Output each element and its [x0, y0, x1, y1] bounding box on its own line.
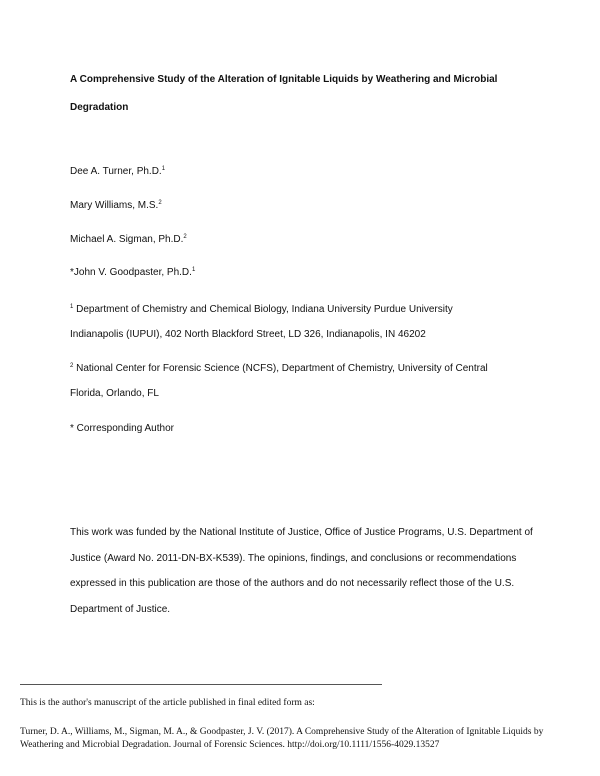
- author-4: [70, 266, 195, 280]
- footer-divider: [20, 684, 382, 685]
- affiliation-2-line-2: Florida, Orlando, FL: [70, 388, 159, 399]
- author-1: [70, 165, 165, 179]
- citation: Turner, D. A., Williams, M., Sigman, M. A., & Goodpaster, J. V. (2017). A Comprehensive Study of the Alteration of Ignitable Liquids by Weathering and Microbial Degradation. Journal of Forensic Sciences. http://doi.org/10.1111/1556-4029.13527: [20, 727, 544, 750]
- affiliation-text: Department of Chemistry and Chemical Biology, Indiana University Purdue University: [73, 304, 453, 315]
- author-affiliation-mark: 2: [158, 200, 162, 206]
- affiliation-mark: 2: [70, 363, 74, 369]
- author-affiliation-mark: 1: [161, 166, 166, 172]
- author-affiliation-mark: 2: [183, 234, 187, 240]
- paper-title: A Comprehensive Study of the Alteration of Ignitable Liquids by Weathering and Microbial Degradation: [70, 74, 498, 113]
- affiliation-mark: 1: [70, 304, 74, 310]
- author-affiliation-mark: 1: [191, 267, 196, 273]
- author-name: Dee A. Turner, Ph.D.: [70, 166, 162, 177]
- funding-statement: This work was funded by the National Institute of Justice, Office of Justice Programs, U.S. Department of Justice (Award No. 2011-DN-BX-K539). The opinions, findings, and conclusions or recommendations expressed in this publication are those of the authors and do not necessarily reflect those of the U.S. Department of Justice.: [70, 527, 533, 615]
- affiliation-2-line-1: [70, 362, 488, 376]
- author-3: [70, 233, 187, 247]
- author-name: Mary Williams, M.S.: [70, 200, 159, 211]
- manuscript-note: This is the author's manuscript of the article published in final edited form as:: [20, 698, 315, 708]
- affiliation-text: National Center for Forensic Science (NCFS), Department of Chemistry, University of Central: [73, 363, 488, 374]
- corresponding-author-note: * Corresponding Author: [70, 423, 174, 434]
- author-name: Michael A. Sigman, Ph.D.: [70, 234, 184, 245]
- author-name: *John V. Goodpaster, Ph.D.: [70, 267, 192, 278]
- affiliation-1-line-2: Indianapolis (IUPUI), 402 North Blackford Street, LD 326, Indianapolis, IN 46202: [70, 329, 426, 340]
- affiliation-1-line-1: [70, 303, 453, 317]
- author-2: [70, 199, 162, 213]
